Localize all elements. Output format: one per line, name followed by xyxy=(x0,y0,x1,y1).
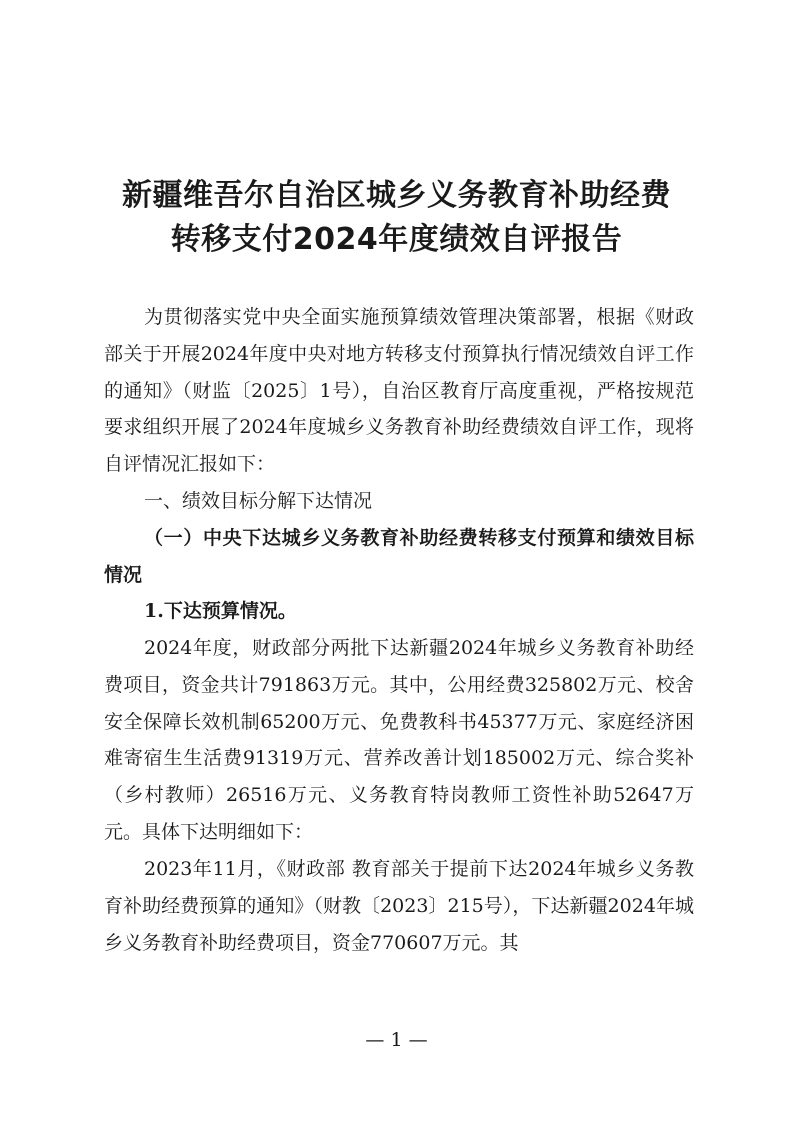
page-number: — 1 — xyxy=(365,1029,428,1051)
notice-paragraph: 2023年11月，《财政部 教育部关于提前下达2024年城乡义务教育补助经费预算的通知》（财教〔2023〕215号），下达新疆2024年城乡义务教育补助经费项目，资金770607万元。其 xyxy=(104,858,694,954)
budget-paragraph: 2024年度，财政部分两批下达新疆2024年城乡义务教育补助经费项目，资金共计791863万元。其中，公用经费325802万元、校舍安全保障长效机制65200万元、免费教科书45377万元、家庭经济困难寄宿生生活费91319万元、营养改善计划185002万元、综合奖补（乡村教师）26516万元、义务教育特岗教师工资性补助52647万元。具体下达明细如下： xyxy=(104,637,694,843)
document-title-line-2: 转移支付2024年度绩效自评报告 xyxy=(170,222,623,257)
subsection-heading-1-1: （一）中央下达城乡义务教育补助经费转移支付预算和绩效目标情况 xyxy=(104,527,694,586)
intro-paragraph: 为贯彻落实党中央全面实施预算绩效管理决策部署，根据《财政部关于开展2024年度中央对地方转移支付预算执行情况绩效自评工作的通知》（财监〔2025〕1号），自治区教育厅高度重视，严格按规范要求组织开展了2024年度城乡义务教育补助经费绩效自评工作，现将自评情况汇报如下： xyxy=(104,306,694,476)
document-title-line-1: 新疆维吾尔自治区城乡义务教育补助经费 xyxy=(122,178,671,213)
section-heading-1: 一、绩效目标分解下达情况 xyxy=(144,490,373,512)
subsection-heading-1-1-1: 1.下达预算情况。 xyxy=(144,600,297,622)
